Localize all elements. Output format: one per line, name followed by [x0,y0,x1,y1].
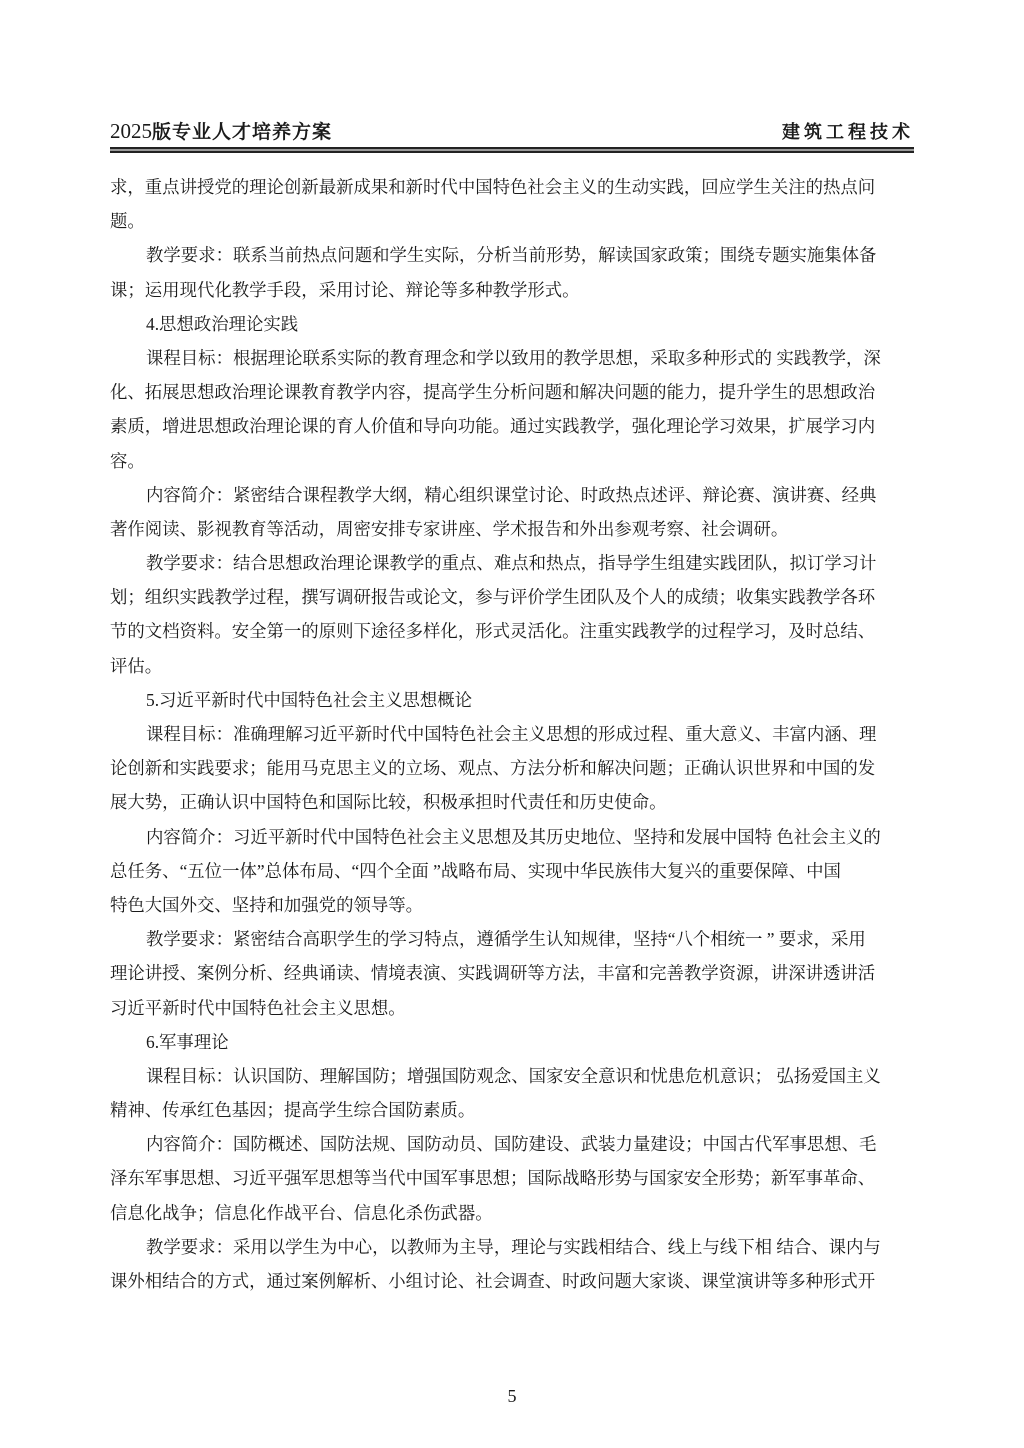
text-line [110,1232,906,1266]
text-line: 容。 [110,450,145,471]
text-line-content: 教学要求：结合思想政治理论课教学的重点、难点和热点，指导学生组建实践团队，拟订学习计 [146,553,877,574]
text-line [110,719,906,753]
header-rule [110,147,914,153]
text-line [110,856,906,890]
text-line [110,1266,906,1300]
text-line-content: 内容简介：国防概述、国防法规、国防动员、国防建设、武装力量建设；中国古代军事思想、毛 [146,1134,877,1155]
text-line-content: 求，重点讲授党的理论创新最新成果和新时代中国特色社会主义的生动实践，回应学生关注的热点问 [110,177,876,197]
text-line: 习近平新时代中国特色社会主义思想。 [110,997,406,1018]
text-line: 课；运用现代化教学手段，采用讨论、辩论等多种教学形式。 [110,279,580,300]
text-line-content: 化、拓展思想政治理论课教育教学内容，提高学生分析问题和解决问题的能力，提升学生的思想政治 [110,382,876,403]
section-heading: 4.思想政治理论实践 [146,313,299,334]
text-line-content: 教学要求：采用以学生为中心，以教师为主导，理论与实践相结合、线上与线下相 结合、课内与 [146,1236,881,1257]
header-year: 2025 [110,119,152,143]
text-line-content: 教学要求：联系当前热点问题和学生实际，分析当前形势，解读国家政策；围绕专题实施集体备 [146,245,877,266]
text-line: 精神、传承红色基因；提高学生综合国防素质。 [110,1100,476,1121]
text-line-content: 课程目标：认识国防、理解国防；增强国防观念、国家安全意识和忧患危机意识； 弘扬爱国主义 [146,1065,881,1086]
page-number: 5 [507,1386,517,1406]
text-line-content: 理论讲授、案例分析、经典诵读、情境表演、实践调研等方法，丰富和完善教学资源，讲深讲透讲活 [110,963,876,984]
text-line: 信息化战争；信息化作战平台、信息化杀伤武器。 [110,1202,493,1223]
text-line [110,548,906,582]
text-line: 题。 [110,211,145,232]
text-line [110,172,906,206]
section-heading: 5.习近平新时代中国特色社会主义思想概论 [146,689,473,710]
text-line-content: 课外相结合的方式，通过案例解析、小组讨论、社会调查、时政问题大家谈、课堂演讲等多种形式开 [110,1271,876,1291]
text-line-content: 泽东军事思想、习近平强军思想等当代中国军事思想；国际战略形势与国家安全形势；新军事革命、 [110,1168,876,1189]
text-line-content: 总任务、“五位一体”总体布局、“四个全面 ”战略布局、实现中华民族伟大复兴的重要保障、中国 [110,860,841,881]
text-line [110,753,906,787]
text-line [110,240,906,274]
header-left-title: 版专业人才培养方案 [152,121,333,143]
text-line [110,480,906,514]
text-line [110,1163,906,1197]
text-line-content: 内容简介：紧密结合课程教学大纲，精心组织课堂讨论、时政热点述评、辩论赛、演讲赛、经典 [146,484,877,505]
text-line [110,1129,906,1163]
text-line-content: 节的文档资料。安全第一的原则下途径多样化，形式灵活化。注重实践教学的过程学习，及时总结、 [110,621,876,642]
header-document-title [110,117,332,144]
header-major-title: 建筑工程技术 [782,122,914,143]
text-line-content: 素质，增进思想政治理论课的育人价值和导向功能。通过实践教学，强化理论学习效果，扩展学习内 [110,416,876,437]
text-line-content: 内容简介：习近平新时代中国特色社会主义思想及其历史地位、坚持和发展中国特 色社会主义的 [146,826,881,847]
text-line-content: 划；组织实践教学过程，撰写调研报告或论文，参与评价学生团队及个人的成绩；收集实践教学各环 [110,587,876,608]
text-line [110,924,906,958]
text-line [110,411,906,445]
text-line [110,377,906,411]
text-line [110,1061,906,1095]
text-line-content: 论创新和实践要求；能用马克思主义的立场、观点、方法分析和解决问题；正确认识世界和中国的发 [110,758,876,779]
text-line-content: 课程目标：准确理解习近平新时代中国特色社会主义思想的形成过程、重大意义、丰富内涵、理 [146,724,877,744]
running-header [110,118,914,146]
text-line-content: 课程目标：根据理论联系实际的教育理念和学以致用的教学思想，采取多种形式的 实践教学，深 [146,347,881,368]
text-line [110,582,906,616]
text-line [110,343,906,377]
text-line [110,822,906,856]
text-line [110,958,906,992]
text-line: 展大势，正确认识中国特色和国际比较，积极承担时代责任和历史使命。 [110,792,667,813]
text-line: 特色大国外交、坚持和加强党的领导等。 [110,894,424,915]
section-heading: 6.军事理论 [146,1031,229,1052]
text-line [110,616,906,650]
document-body [110,172,906,1300]
text-line: 著作阅读、影视教育等活动，周密安排专家讲座、学术报告和外出参观考察、社会调研。 [110,518,789,539]
text-line-content: 教学要求：紧密结合高职学生的学习特点，遵循学生认知规律，坚持“八个相统一 ” 要求，采用 [146,929,866,950]
text-line: 评估。 [110,655,163,676]
